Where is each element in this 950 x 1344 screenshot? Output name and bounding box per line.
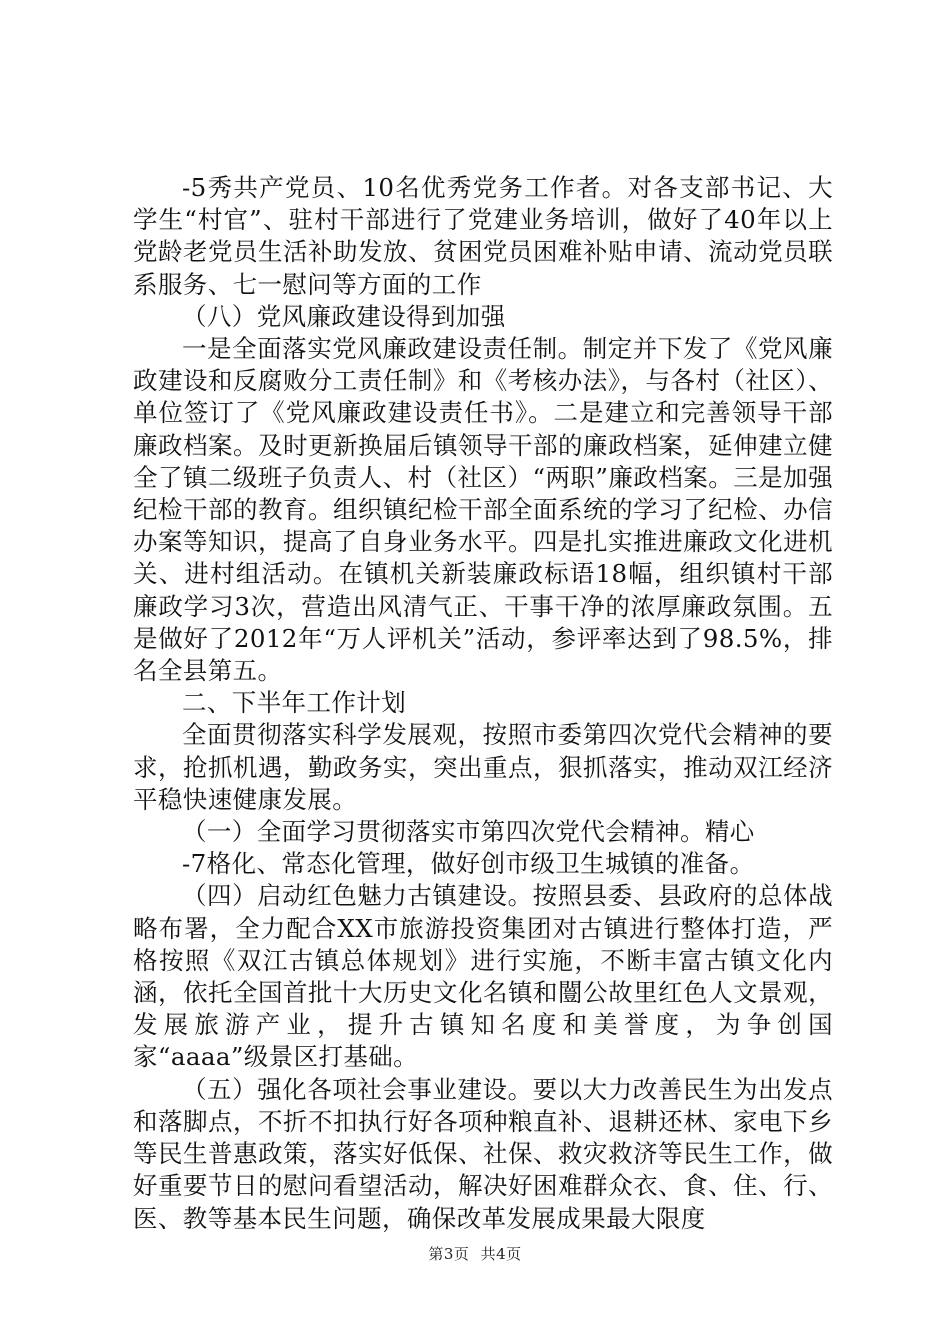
paragraph-plan-item-1: （一）全面学习贯彻落实市第四次党代会精神。精心: [182, 817, 755, 847]
page-number: 第3页: [428, 1245, 470, 1263]
paragraph-sanitation-management: -7格化、常态化管理，做好创市级卫生城镇的准备。: [182, 849, 755, 879]
paragraph-party-members-work: -5秀共产党员、10名优秀党务工作者。对各支部书记、大学生“村官”、驻村干部进行了党建业务培训，做好了40年以上党龄老党员生活补助发放、贫困党员困难补贴申请、流动党员联系服务、七一慰问等方面的工作: [133, 173, 833, 299]
section-heading-second-half-plan: 二、下半年工作计划: [182, 688, 407, 718]
section-heading-anti-corruption: （八）党风廉政建设得到加强: [182, 301, 506, 331]
document-body: [133, 172, 833, 1235]
paragraph-plan-item-5-social-affairs: （五）强化各项社会事业建设。要以大力改善民生为出发点和落脚点，不折不扣执行好各项种粮直补、退耕还林、家电下乡等民生普惠政策，落实好低保、社保、救灾救济等民生工作，做好重要节日的慰问看望活动，解决好困难群众衣、食、住、行、医、教等基本民生问题，确保改革发展成果最大限度: [133, 1074, 833, 1233]
paragraph-plan-overview: 全面贯彻落实科学发展观，按照市委第四次党代会精神的要求，抢抓机遇，勤政务实，突出重点，狠抓落实，推动双江经济平稳快速健康发展。: [133, 720, 833, 814]
paragraph-plan-item-4-ancient-town: （四）启动红色魅力古镇建设。按照县委、县政府的总体战略布署，全力配合XX市旅游投资集团对古镇进行整体打造，严格按照《双江古镇总体规划》进行实施，不断丰富古镇文化内涵，依托全国首批十大历史文化名镇和闓公故里红色人文景观，发展旅游产业，提升古镇知名度和美誉度，为争创国家“aaaa”级景区打基础。: [133, 881, 833, 1072]
page-footer: [0, 1243, 950, 1264]
page-total: 共4页: [480, 1245, 522, 1263]
paragraph-anti-corruption-details: 一是全面落实党风廉政建设责任制。制定并下发了《党风廉政建设和反腐败分工责任制》和《考核办法》，与各村（社区）、单位签订了《党风廉政建设责任书》。二是建立和完善领导干部廉政档案。及时更新换届后镇领导干部的廉政档案，延伸建立健全了镇二级班子负责人、村（社区）“两职”廉政档案。三是加强纪检干部的教育。组织镇纪检干部全面系统的学习了纪检、办信办案等知识，提高了自身业务水平。四是扎实推进廉政文化进机关、进村组活动。在镇机关新装廉政标语18幅，组织镇村干部廉政学习3次，营造出风清气正、干事干净的浓厚廉政氛围。五是做好了2012年“万人评机关”活动，参评率达到了98.5%，排名全县第五。: [133, 334, 833, 686]
